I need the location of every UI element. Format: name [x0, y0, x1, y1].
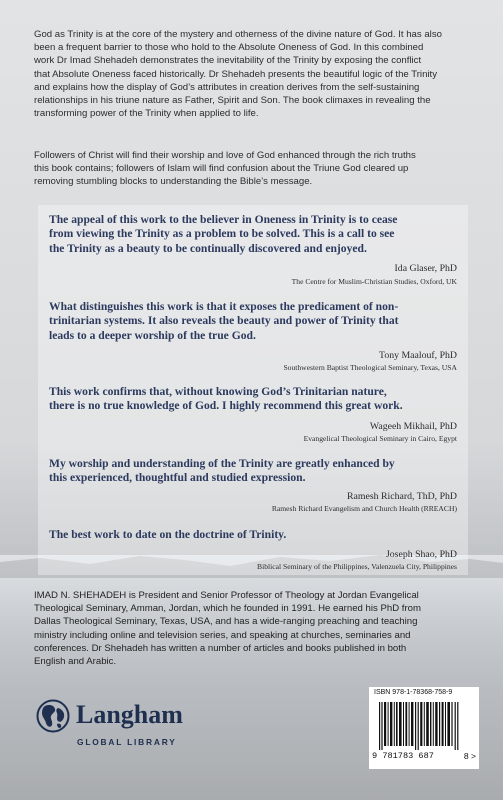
endorsement-quote-3: This work confirms that, without knowing God’s Trinitarian nature, there is no true knowledge of God. I highly recommend this great work.	[49, 385, 403, 413]
publisher-subtitle: GLOBAL LIBRARY	[77, 737, 177, 747]
endorser-affiliation-3: Evangelical Theological Seminary in Cairo, Egypt	[303, 434, 457, 443]
publisher-name: Langham	[76, 700, 183, 729]
endorser-name-2: Tony Maalouf, PhD	[379, 350, 457, 361]
barcode-box	[369, 687, 479, 769]
publisher-logo	[36, 697, 201, 757]
endorser-name-5: Joseph Shao, PhD	[385, 549, 457, 560]
barcode-extension: 8 >	[463, 751, 476, 761]
isbn-label: ISBN 978-1-78368-758-9	[374, 689, 453, 696]
endorser-affiliation-1: The Centre for Muslim-Christian Studies, Oxford, UK	[291, 277, 457, 286]
endorsement-quote-1: The appeal of this work to the believer in Oneness in Trinity is to cease from viewing the Trinity as a problem to be solved. This is a call to see the Trinity as a beauty to be continually discovered and enjoyed.	[49, 213, 398, 255]
author-bio: IMAD N. SHEHADEH is President and Senior Professor of Theology at Jordan Evangelical Theological Seminary, Amman, Jordan, which he founded in 1991. He earned his PhD from Dallas Theological Seminary, Texas, USA, and has a wide-ranging preaching and teaching ministry including online and television series, and speaking at churches, seminaries and conferences. Dr Shehadeh has written a number of articles and books published in both English and Arabic.	[34, 590, 421, 668]
endorser-name-3: Wageeh Mikhail, PhD	[369, 421, 457, 432]
blurb-paragraph-2: Followers of Christ will find their worship and love of God enhanced through the rich truths this book contains; followers of Islam will find confusion about the Triune God cleared up removing stumbling blocks to understanding the Bible’s message.	[34, 150, 416, 188]
blurb-paragraph-1: God as Trinity is at the core of the mystery and otherness of the divine nature of God. It has also been a frequent barrier to those who hold to the Absolute Oneness of God. In this combined work Dr Imad Shehadeh demonstrates the inevitability of the Trinity by exposing the conflict that Absolute Oneness faced historically. Dr Shehadeh presents the beautiful logic of the Trinity and explains how the display of God’s attributes in creation derives from the self-sustaining relationships in his triune nature as Father, Spirit and Son. The book climaxes in revealing the transforming power of the Trinity when applied to life.	[34, 29, 442, 120]
endorser-affiliation-4: Ramesh Richard Evangelism and Church Health (RREACH)	[271, 504, 457, 513]
barcode-number: 9 781783 687	[372, 751, 434, 761]
globe-icon	[36, 699, 70, 733]
endorsement-quote-2: What distinguishes this work is that it exposes the predicament of non- trinitarian systems. It also reveals the beauty and power of Trinity that leads to a deeper worship of the true God.	[49, 300, 399, 342]
endorsement-quote-4: My worship and understanding of the Trinity are greatly enhanced by this experienced, thoughtful and studied expression.	[49, 457, 395, 485]
endorsement-quote-5: The best work to date on the doctrine of Trinity.	[49, 528, 287, 541]
endorser-affiliation-2: Southwestern Baptist Theological Seminary, Texas, USA	[283, 363, 457, 372]
barcode-image	[379, 702, 459, 750]
endorser-name-4: Ramesh Richard, ThD, PhD	[346, 491, 457, 502]
endorser-affiliation-5: Biblical Seminary of the Philippines, Valenzuela City, Philippines	[257, 562, 457, 571]
endorser-name-1: Ida Glaser, PhD	[394, 263, 457, 274]
